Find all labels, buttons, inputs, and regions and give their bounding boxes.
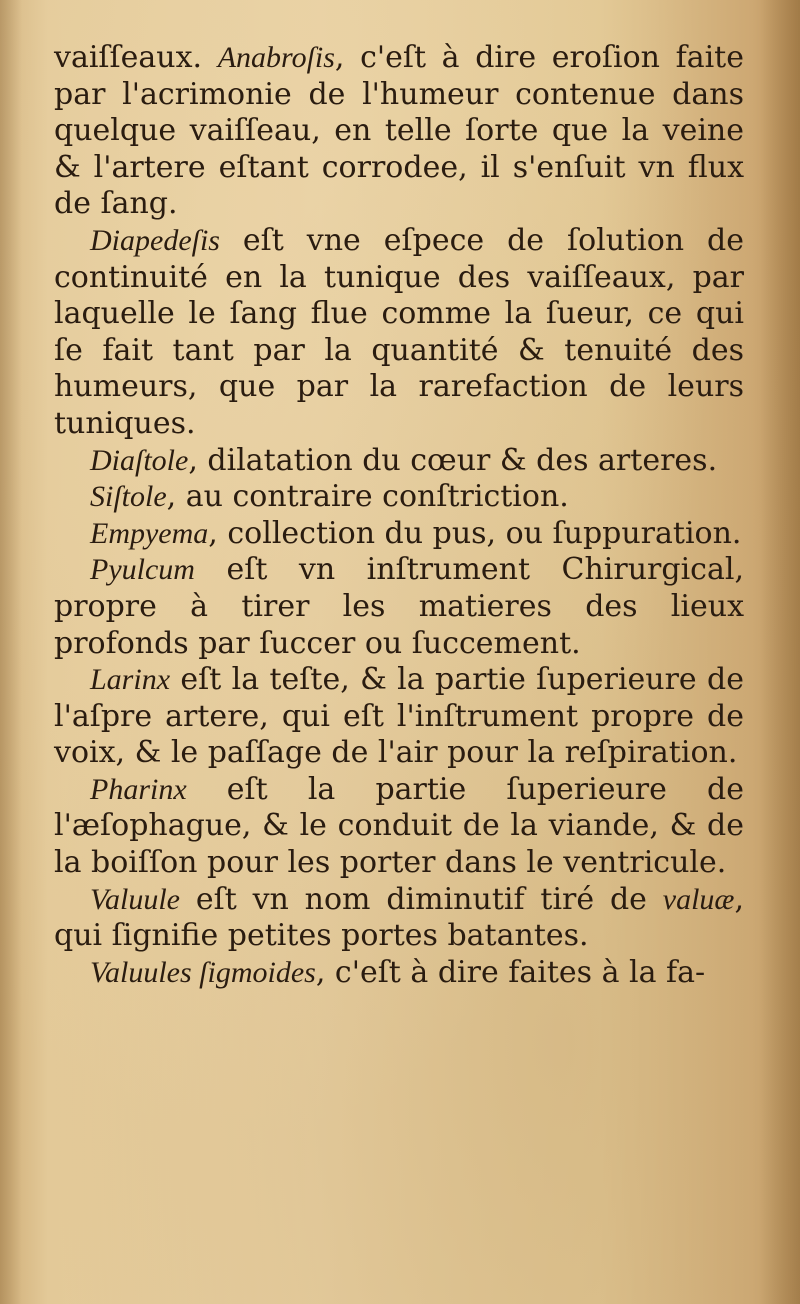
entry-text: , qui ſignifie petites portes batantes.: [54, 881, 744, 954]
term-heading: Diaſtole: [90, 443, 189, 477]
entry-text: eſt la partie ſuperieure de l'æſophague, & le conduit de la viande, & de la boiſſon pour les porter dans le ventricule.: [54, 771, 744, 881]
glossary-entry: [54, 955, 744, 992]
page-text: [54, 40, 744, 991]
term-heading: Anabroſis: [217, 41, 335, 74]
term-heading: Larinx: [90, 663, 171, 697]
term-heading: Pharinx: [90, 772, 187, 806]
entry-text: eſt vn inſtrument Chirurgical, propre à tirer les matieres des lieux profonds par ſuccer ou ſuccement.: [54, 552, 744, 661]
term-heading: Siſtole: [90, 480, 167, 514]
entry-text: , c'eſt à dire faites à la fa-: [315, 954, 706, 990]
glossary-entry: [54, 662, 744, 772]
glossary-entry: [54, 479, 744, 516]
term-heading: Valuules ſigmoides: [90, 955, 316, 989]
entry-text: , collection du pus, ou ſuppuration.: [208, 515, 742, 551]
entry-text: eſt la teſte, & la partie ſuperieure de l'aſpre artere, qui eſt l'inſtrument propre de voix, & le paſſage de l'air pour la reſpiration.: [54, 662, 744, 771]
term-heading: Pyulcum: [90, 553, 195, 587]
term-heading: valuæ: [662, 882, 735, 916]
glossary-entry: [54, 772, 744, 882]
glossary-entry: [54, 443, 744, 480]
term-heading: Empyema: [90, 516, 209, 550]
entry-text: , dilatation du cœur & des arteres.: [188, 442, 718, 478]
entry-text: vaiſſeaux.: [54, 40, 218, 75]
glossary-entry: [54, 552, 744, 662]
glossary-entry: [54, 223, 744, 443]
entry-text: , c'eſt à dire eroſion faite par l'acrimonie de l'humeur contenue dans quelque vaiſſeau, en telle ſorte que la veine & l'artere eſtant corrodee, il s'enſuit vn flux de ſang.: [54, 40, 744, 222]
term-heading: Diapedeſis: [90, 223, 220, 257]
glossary-entry: [54, 40, 744, 223]
glossary-entry: [54, 882, 744, 955]
entry-text: , au contraire conſtriction.: [166, 479, 569, 515]
term-heading: Valuule: [90, 882, 180, 916]
page-edge-shadow: [0, 0, 22, 1304]
entry-text: eſt vn nom diminutif tiré de: [180, 881, 663, 917]
glossary-entry: [54, 516, 744, 553]
spine-shadow: [760, 0, 800, 1304]
entry-text: eſt vne eſpece de ſolution de continuité en la tunique des vaiſſeaux, par laquelle le ſang flue comme la ſueur, ce qui ſe fait tant par la quantité & tenuité des humeurs, que par la rarefaction de leurs tuniques.: [54, 222, 744, 441]
